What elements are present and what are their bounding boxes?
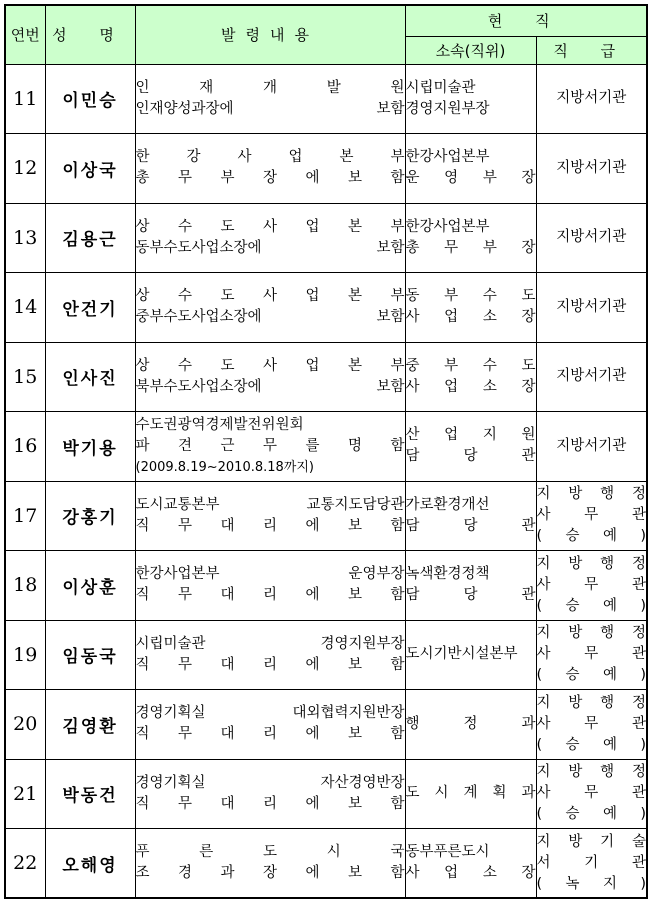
appointment-order	[135, 134, 405, 204]
person-name: 오해영	[45, 829, 135, 899]
order-line: 직 무 대 리 에 보 함	[135, 726, 405, 743]
person-name: 강홍기	[45, 481, 135, 551]
header-grade	[536, 36, 647, 64]
header-unit: 소속(직위)	[405, 36, 536, 64]
unit-line: 사 업 소 장	[405, 378, 536, 395]
header-order	[135, 5, 405, 64]
unit-line: 총 무 부 장	[405, 239, 536, 256]
row-number: 21	[5, 759, 45, 829]
unit-line: 도시기반시설본부	[405, 646, 518, 663]
unit-line: 운 영 부 장	[405, 170, 536, 187]
order-line: 수도권광역경제발전위원회	[135, 416, 304, 433]
table-row	[5, 551, 647, 621]
current-grade	[536, 481, 647, 551]
header-no: 연번	[5, 5, 45, 64]
current-unit	[405, 64, 536, 134]
person-name: 임동국	[45, 620, 135, 690]
grade-line: 사 무 관	[536, 715, 646, 732]
grade-line: 지방서기관	[556, 437, 627, 454]
appointment-order	[135, 203, 405, 273]
grade-line: 지방서기관	[556, 229, 627, 246]
order-line: 직 무 대 리 에 보 함	[135, 656, 405, 673]
row-number: 18	[5, 551, 45, 621]
table-row	[5, 412, 647, 482]
grade-line: ( 녹 지 )	[536, 875, 646, 892]
unit-line: 녹색환경정책	[405, 566, 490, 583]
person-name: 인사진	[45, 342, 135, 412]
order-line: 동부수도사업소장에 보함	[135, 239, 405, 256]
header-name	[45, 5, 135, 64]
appointment-order	[135, 412, 405, 482]
unit-line: 담 당 관	[405, 587, 536, 604]
person-name: 박동건	[45, 759, 135, 829]
appointment-order	[135, 481, 405, 551]
table-row	[5, 273, 647, 343]
row-number: 22	[5, 829, 45, 899]
current-unit	[405, 134, 536, 204]
grade-line: 지방서기관	[556, 159, 627, 176]
order-line: 시립미술관 경영지원부장	[135, 635, 405, 652]
person-name: 이민승	[45, 64, 135, 134]
table-row	[5, 134, 647, 204]
current-unit	[405, 759, 536, 829]
row-number: 13	[5, 203, 45, 273]
current-unit	[405, 342, 536, 412]
order-line: 파 견 근 무 를 명 함	[135, 437, 405, 454]
grade-line: ( 승 예 )	[536, 736, 646, 753]
unit-line: 동부푸른도시	[405, 844, 490, 860]
order-line: 한 강 사 업 본 부	[135, 149, 405, 166]
table-row	[5, 481, 647, 551]
row-number: 12	[5, 134, 45, 204]
header-grade-text: 직 급	[553, 41, 630, 60]
grade-line: 사 무 관	[536, 576, 646, 593]
grade-line: 지방서기관	[556, 298, 627, 315]
current-unit	[405, 412, 536, 482]
current-grade	[536, 412, 647, 482]
current-unit	[405, 551, 536, 621]
current-grade	[536, 342, 647, 412]
unit-line: 중 부 수 도	[405, 357, 536, 374]
unit-line: 담 당 관	[405, 517, 536, 534]
grade-line: 지 방 행 정	[536, 764, 646, 781]
personnel-order-table	[4, 4, 648, 899]
current-unit	[405, 481, 536, 551]
order-line: (2009.8.19~2010.8.18까지)	[135, 459, 314, 475]
appointment-order	[135, 620, 405, 690]
unit-line: 가로환경개선	[405, 496, 490, 513]
unit-line: 사 업 소 장	[405, 865, 536, 881]
person-name: 이상국	[45, 134, 135, 204]
order-line: 북부수도사업소장에 보함	[135, 378, 405, 395]
grade-line: 지방서기관	[556, 368, 627, 385]
row-number: 19	[5, 620, 45, 690]
order-line: 직 무 대 리 에 보 함	[135, 795, 405, 812]
table-row	[5, 690, 647, 760]
appointment-order	[135, 829, 405, 899]
row-number: 16	[5, 412, 45, 482]
header-current	[405, 5, 647, 36]
person-name: 안건기	[45, 273, 135, 343]
table-row	[5, 64, 647, 134]
current-grade	[536, 551, 647, 621]
row-number: 14	[5, 273, 45, 343]
table-row	[5, 759, 647, 829]
appointment-order	[135, 64, 405, 134]
unit-line: 한강사업본부	[405, 218, 490, 235]
current-unit	[405, 273, 536, 343]
order-line: 중부수도사업소장에 보함	[135, 309, 405, 326]
grade-line: 사 무 관	[536, 507, 646, 524]
grade-line: 사 무 관	[536, 646, 646, 663]
order-line: 푸 른 도 시 국	[135, 844, 405, 860]
order-line: 총 무 부 장 에 보 함	[135, 170, 405, 187]
current-grade	[536, 273, 647, 343]
current-grade	[536, 203, 647, 273]
unit-line: 한강사업본부	[405, 149, 490, 166]
grade-line: ( 승 예 )	[536, 667, 646, 684]
row-number: 11	[5, 64, 45, 134]
current-grade	[536, 829, 647, 899]
order-line: 경영기획실 대외협력지원반장	[135, 705, 405, 722]
order-line: 상 수 도 사 업 본 부	[135, 288, 405, 305]
unit-line: 담 당 관	[405, 448, 536, 465]
current-grade	[536, 759, 647, 829]
table-row	[5, 203, 647, 273]
person-name: 김용근	[45, 203, 135, 273]
appointment-order	[135, 551, 405, 621]
order-line: 경영기획실 자산경영반장	[135, 774, 405, 791]
unit-line: 경영지원부장	[405, 100, 490, 117]
order-line: 직 무 대 리 에 보 함	[135, 587, 405, 604]
unit-line: 산 업 지 원	[405, 427, 536, 444]
header-name-text: 성 명	[52, 26, 128, 45]
unit-line: 동 부 수 도	[405, 288, 536, 305]
row-number: 15	[5, 342, 45, 412]
order-line: 인재양성과장에 보함	[135, 100, 405, 117]
table-row	[5, 342, 647, 412]
grade-line: ( 승 예 )	[536, 528, 646, 545]
grade-line: 지 방 행 정	[536, 625, 646, 642]
grade-line: 지 방 행 정	[536, 555, 646, 572]
unit-line: 시립미술관	[405, 79, 476, 96]
appointment-order	[135, 759, 405, 829]
grade-line: 지 방 기 술	[536, 833, 646, 850]
order-line: 상 수 도 사 업 본 부	[135, 357, 405, 374]
current-unit	[405, 620, 536, 690]
order-line: 직 무 대 리 에 보 함	[135, 517, 405, 534]
grade-line: ( 승 예 )	[536, 806, 646, 823]
grade-line: 지 방 행 정	[536, 694, 646, 711]
current-unit	[405, 829, 536, 899]
current-unit	[405, 203, 536, 273]
current-grade	[536, 64, 647, 134]
current-grade	[536, 134, 647, 204]
person-name: 김영환	[45, 690, 135, 760]
current-grade	[536, 690, 647, 760]
current-grade	[536, 620, 647, 690]
header-current-text: 현 직	[487, 12, 564, 31]
order-line: 상 수 도 사 업 본 부	[135, 218, 405, 235]
grade-line: 지 방 행 정	[536, 486, 646, 503]
unit-line: 도 시 계 획 과	[405, 785, 536, 802]
grade-line: 서 기 관	[536, 854, 646, 871]
unit-line: 행 정 과	[405, 715, 536, 732]
person-name: 이상훈	[45, 551, 135, 621]
current-unit	[405, 690, 536, 760]
grade-line: ( 승 예 )	[536, 597, 646, 614]
grade-line: 사 무 관	[536, 785, 646, 802]
order-line: 도시교통본부 교통지도담당관	[135, 496, 405, 513]
appointment-order	[135, 273, 405, 343]
header-order-text: 발령내용	[221, 26, 319, 45]
row-number: 20	[5, 690, 45, 760]
table-row	[5, 620, 647, 690]
order-line: 한강사업본부 운영부장	[135, 566, 405, 583]
appointment-order	[135, 342, 405, 412]
order-line: 인 재 개 발 원	[135, 79, 405, 96]
order-line: 조 경 과 장 에 보 함	[135, 865, 405, 881]
person-name: 박기용	[45, 412, 135, 482]
grade-line: 지방서기관	[556, 90, 627, 107]
unit-line: 사 업 소 장	[405, 309, 536, 326]
appointment-order	[135, 690, 405, 760]
roster-body	[5, 64, 647, 898]
row-number: 17	[5, 481, 45, 551]
table-row	[5, 829, 647, 899]
